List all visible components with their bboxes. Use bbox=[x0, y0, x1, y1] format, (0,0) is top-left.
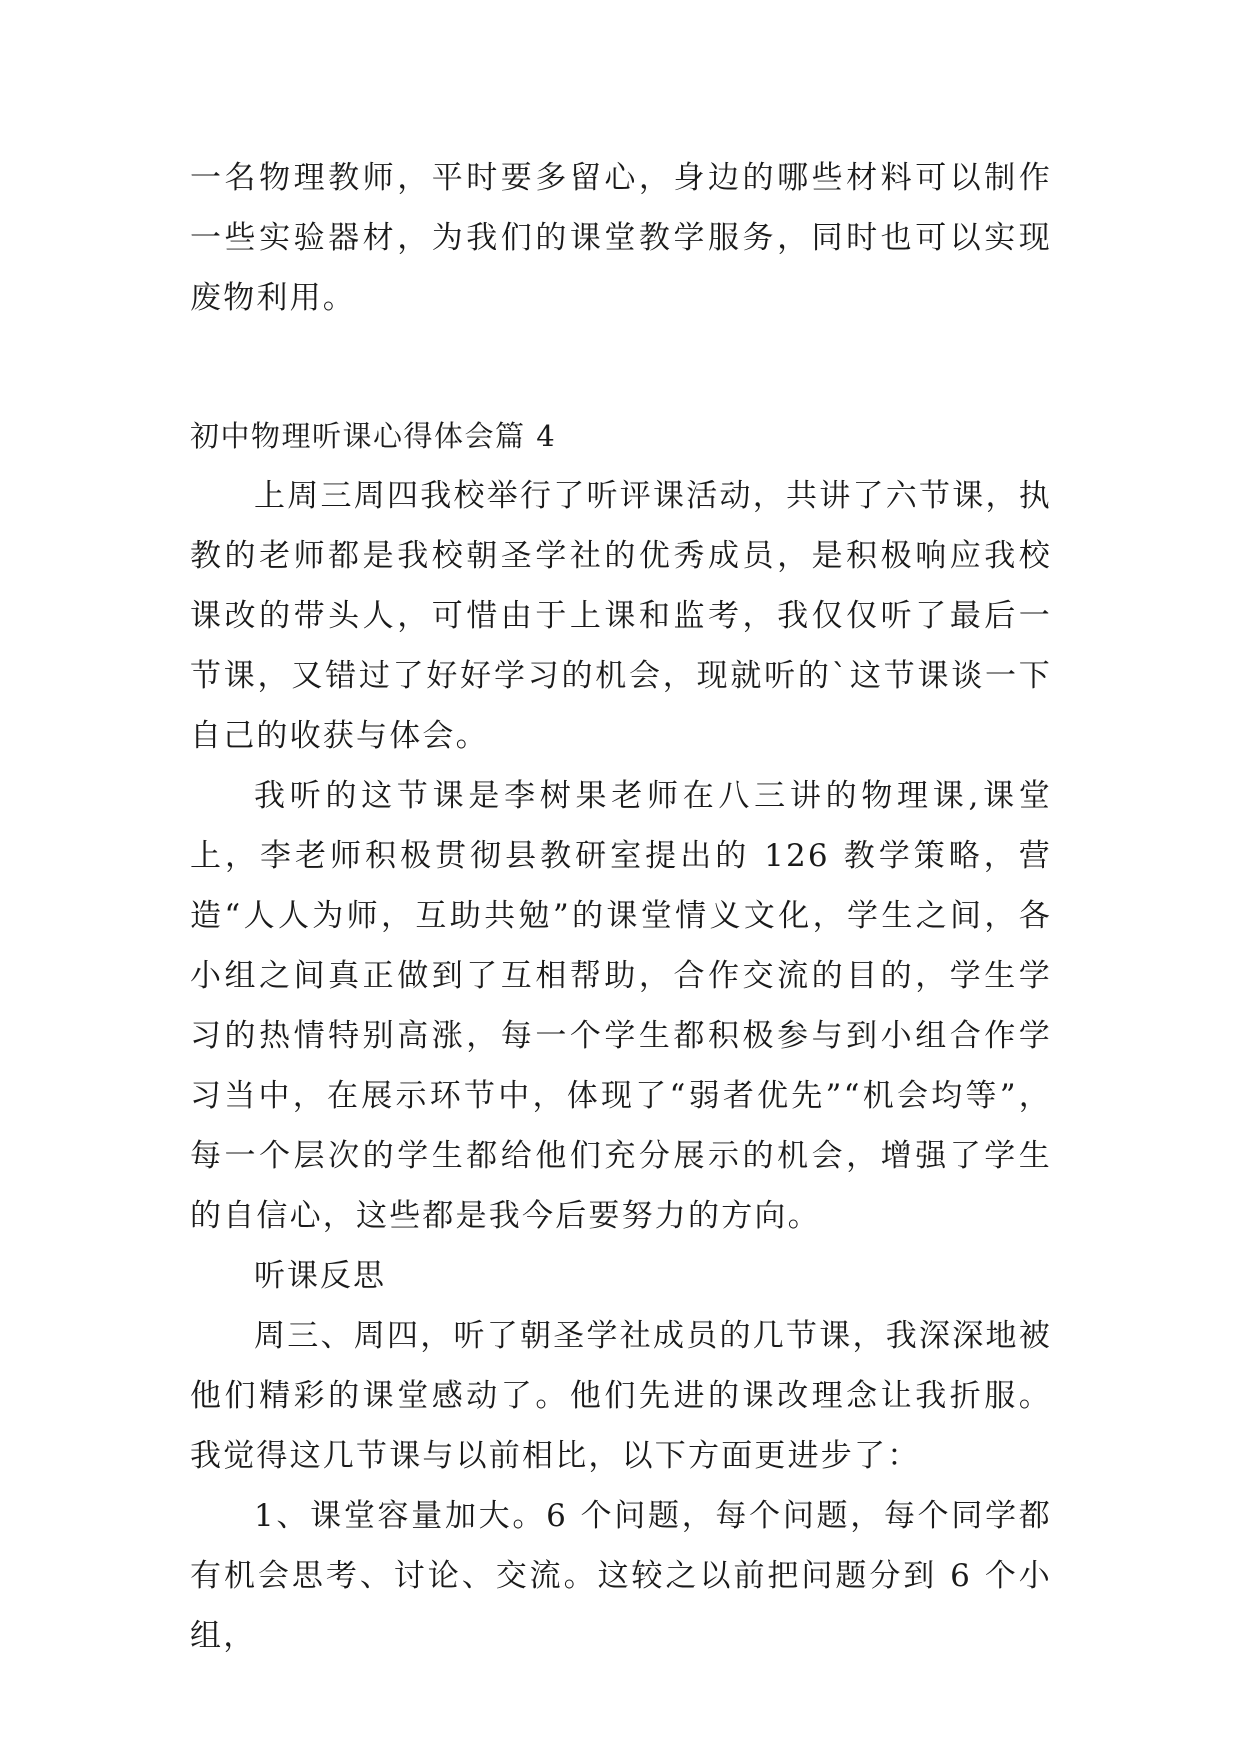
paragraph-4: 1、课堂容量加大。6 个问题，每个问题，每个同学都有机会思考、讨论、交流。这较之以前把问题分到 6 个小组， bbox=[190, 1498, 1052, 1654]
subheading-reflection: 听课反思 bbox=[254, 1258, 386, 1294]
section-title: 初中物理听课心得体会篇 4 bbox=[190, 419, 557, 453]
paragraph-2: 我听的这节课是李树果老师在八三讲的物理课,课堂上，李老师积极贯彻县教研室提出的 126 教学策略，营造“人人为师，互助共勉”的课堂情义文化，学生之间，各小组之间真正做到了互相帮助，合作交流的目的，学生学习的热情特别高涨，每一个学生都积极参与到小组合作学习当中，在展示环节中，体现了“弱者优先”“机会均等”，每一个层次的学生都给他们充分展示的机会，增强了学生的自信心，这些都是我今后要努力的方向。 bbox=[190, 778, 1052, 1234]
paragraph-3: 周三、周四，听了朝圣学社成员的几节课，我深深地被他们精彩的课堂感动了。他们先进的课改理念让我折服。我觉得这几节课与以前相比，以下方面更进步了： bbox=[190, 1318, 1052, 1474]
document-body bbox=[190, 148, 1052, 1666]
paragraph-1: 上周三周四我校举行了听评课活动，共讲了六节课，执教的老师都是我校朝圣学社的优秀成员，是积极响应我校课改的带头人，可惜由于上课和监考，我仅仅听了最后一节课，又错过了好好学习的机会，现就听的`这节课谈一下自己的收获与体会。 bbox=[190, 478, 1052, 754]
continuation-paragraph: 一名物理教师，平时要多留心，身边的哪些材料可以制作一些实验器材，为我们的课堂教学服务，同时也可以实现废物利用。 bbox=[190, 160, 1052, 316]
